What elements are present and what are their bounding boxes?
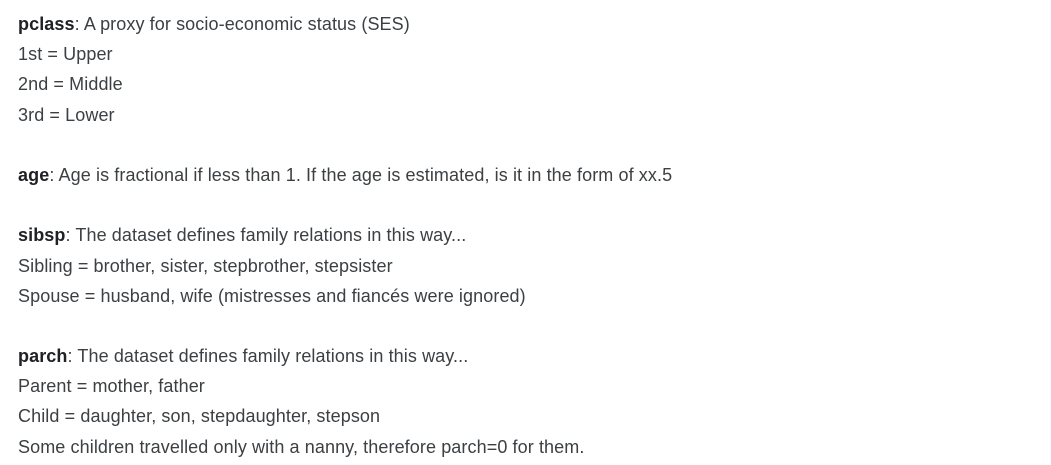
term-parch: parch	[18, 346, 68, 367]
term-pclass: pclass	[18, 14, 75, 34]
value-line: Sibling = brother, sister, stepbrother, stepsister	[18, 255, 393, 276]
definition-line	[18, 160, 1041, 190]
value-line: Parent = mother, father	[18, 376, 205, 397]
definition-line	[18, 341, 1041, 371]
description-parch: : The dataset defines family relations in this way...	[67, 346, 469, 367]
paragraph-gap	[18, 311, 1041, 341]
paragraph-gap	[18, 130, 1041, 160]
term-age: age	[18, 164, 50, 185]
description-sibsp: : The dataset defines family relations in this way...	[65, 225, 467, 246]
value-line: 1st = Upper	[18, 44, 113, 65]
definition-line	[18, 9, 1041, 39]
value-line: Child = daughter, son, stepdaughter, stepson	[18, 406, 381, 427]
value-line: Spouse = husband, wife (mistresses and fiancés were ignored)	[18, 285, 526, 306]
section-sibsp	[18, 220, 1041, 311]
data-dictionary	[18, 9, 1041, 462]
section-age	[18, 160, 1041, 190]
description-age: : Age is fractional if less than 1. If the age is estimated, is it in the form of xx.5	[49, 164, 673, 185]
section-parch	[18, 341, 1041, 462]
term-sibsp: sibsp	[18, 225, 66, 246]
paragraph-gap	[18, 190, 1041, 220]
definition-line	[18, 220, 1041, 250]
value-line: Some children travelled only with a nanny, therefore parch=0 for them.	[18, 436, 585, 457]
value-line: 3rd = Lower	[18, 104, 115, 125]
description-pclass: : A proxy for socio-economic status (SES)	[74, 14, 410, 34]
value-line: 2nd = Middle	[18, 74, 123, 95]
section-pclass	[18, 9, 1041, 130]
